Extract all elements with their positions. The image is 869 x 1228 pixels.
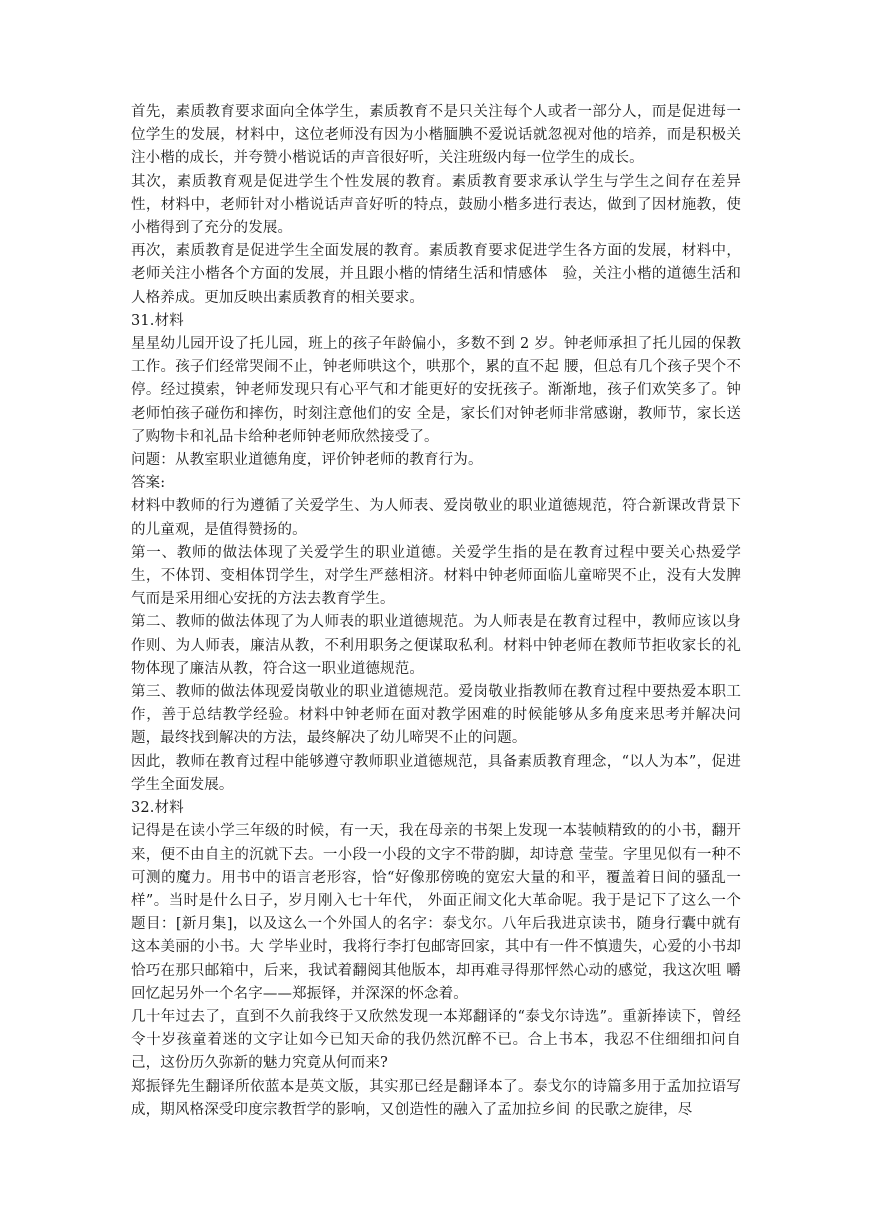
paragraph-quality-education-second: 其次，素质教育观是促进学生个性发展的教育。素质教育要求承认学生与学生之间存在差异性，材料中，老师针对小楷说话声音好听的特点，鼓励小楷多进行表达，做到了因材施教，使小楷得到了充分的发展。 <box>131 173 741 237</box>
paragraph-quality-education-third: 再次，素质教育是促进学生全面发展的教育。素质教育要求促进学生各方面的发展，材料中，老师关注小楷各个方面的发展，并且跟小楷的情绪生活和情感体 验，关注小楷的道德生活和人格养成。更加反映出素质教育的相关要求。 <box>131 243 741 306</box>
document-page <box>131 101 741 1122</box>
answer-point-2: 第二、教师的做法体现了为人师表的职业道德规范。为人师表是在教育过程中，教师应该以身作则、为人师表，廉洁从教，不利用职务之便谋取私利。材料中钟老师在教师节拒收家长的礼物体现了廉洁从教，符合这一职业道德规范。 <box>131 614 741 677</box>
question-32-heading: 32.材料 <box>131 800 184 817</box>
question-31-heading: 31.材料 <box>131 312 184 329</box>
answer-point-1: 第一、教师的做法体现了关爱学生的职业道德。关爱学生指的是在教育过程中要关心热爱学生，不体罚、变相体罚学生，对学生严慈相济。材料中钟老师面临儿童啼哭不止，没有大发脾气而是采用细心安抚的方法去教育学生。 <box>131 544 741 608</box>
question-32-material-part-2: 几十年过去了，直到不久前我终于又欣然发现一本郑翻译的“泰戈尔诗选”。重新捧读下，曾经令十岁孩童着迷的文字让如今已知天命的我仍然沉醉不已。合上书本，我忍不住细细扣问自己，这份历久弥新的魅力究竟从何而来? <box>131 1008 741 1072</box>
answer-intro: 材料中教师的行为遵循了关爱学生、为人师表、爱岗敬业的职业道德规范，符合新课改背景下的儿童观，是值得赞扬的。 <box>131 498 741 538</box>
question-31-material: 星星幼儿园开设了托儿园，班上的孩子年龄偏小，多数不到 2 岁。钟老师承担了托儿园的保教工作。孩子们经常哭闹不止，钟老师哄这个，哄那个，累的直不起 腰，但总有几个孩子哭个不停。经过摸索，钟老师发现只有心平气和才能更好的安抚孩子。渐渐地，孩子们欢笑多了。钟老师怕孩子碰伤和摔伤，时刻注意他们的安 全是，家长们对钟老师非常感谢，教师节，家长送了购物卡和礼品卡给种老师钟老师欣然接受了。 <box>131 336 741 445</box>
answer-conclusion: 因此，教师在教育过程中能够遵守教师职业道德规范，具备素质教育理念，“以人为本”，促进学生全面发展。 <box>131 753 741 793</box>
answer-point-3: 第三、教师的做法体现爱岗敬业的职业道德规范。爱岗敬业指教师在教育过程中要热爱本职工作，善于总结教学经验。材料中钟老师在面对教学困难的时候能够从多角度来思考并解决问题，最终找到解决的方法，最终解决了幼儿啼哭不止的问题。 <box>131 684 741 747</box>
answer-label: 答案: <box>131 475 166 492</box>
paragraph-quality-education-first: 首先，素质教育要求面向全体学生，素质教育不是只关注每个人或者一部分人，而是促进每一位学生的发展，材料中，这位老师没有因为小楷腼腆不爱说话就忽视对他的培养，而是积极关注小楷的成长，并夸赞小楷说话的声音很好听，关注班级内每一位学生的成长。 <box>131 104 741 167</box>
question-32-material-part-1: 记得是在读小学三年级的时候，有一天，我在母亲的书架上发现一本装帧精致的的小书，翻开来，便不由自主的沉就下去。一小段一小段的文字不带韵脚，却诗意 莹莹。字里见似有一种不可测的魔力。用书中的语言老形容，恰“好像那傍晚的宽宏大量的和平，覆盖着日间的骚乱一样”。当时是什么日子，岁月刚入七十年代， 外面正闹文化大革命呢。我于是记下了这么一个题目：[新月集]，以及这么一个外国人的名字：泰戈尔。八年后我进京读书，随身行囊中就有这本美丽的小书。大 学毕业时，我将行李打包邮寄回家，其中有一件不慎遗失，心爱的小书却恰巧在那只邮箱中，后来，我试着翻阅其他版本，却再难寻得那怦然心动的感觉，我这次咀 嚼回忆起另外一个名字——郑振铎，并深深的怀念着。 <box>131 823 741 1002</box>
question-32-material-part-3: 郑振铎先生翻译所依蓝本是英文版，其实那已经是翻译本了。泰戈尔的诗篇多用于孟加拉语写成，期风格深受印度宗教哲学的影响，又创造性的融入了孟加拉乡间 的民歌之旋律，尽 <box>131 1078 741 1118</box>
question-31-prompt: 问题：从教室职业道德角度，评价钟老师的教育行为。 <box>131 452 483 469</box>
